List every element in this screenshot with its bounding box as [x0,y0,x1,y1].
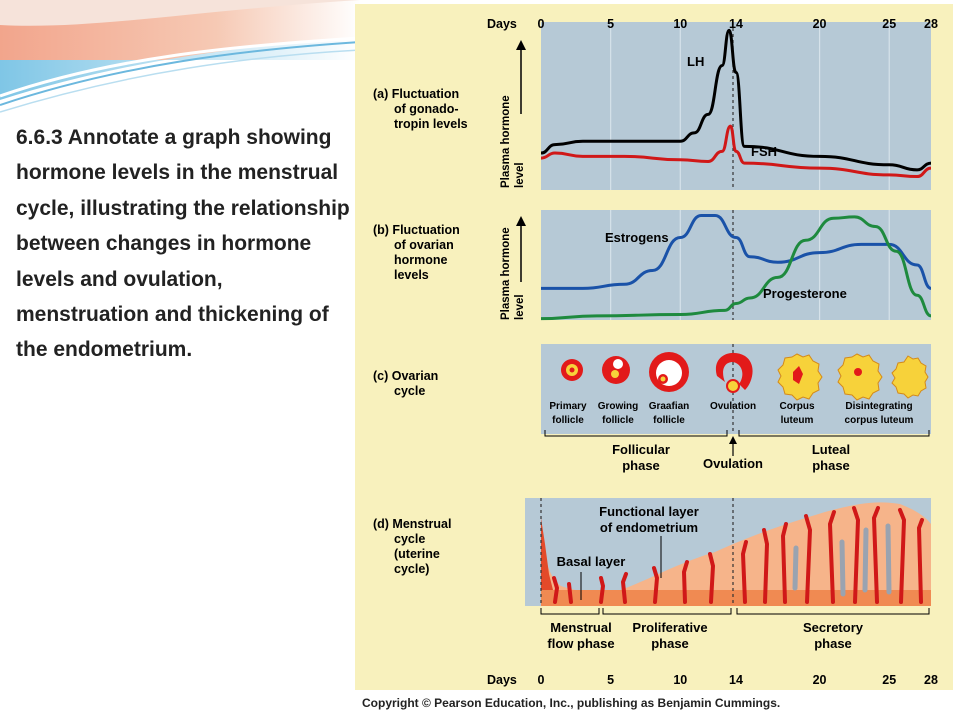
panel-c-title: (c) Ovarian cycle [373,369,439,398]
secretory-phase-label: Secretory phase [803,620,863,651]
day-tick-label: 28 [924,17,938,31]
panel-a-ylabel: Plasma hormone level [500,95,526,188]
panel-d-title: (d) Menstrual cycle (uterine cycle) [373,517,452,576]
slide-objective-text: 6.6.3 Annotate a graph showing hormone levels in the menstrual cycle, illustrating the relationship between changes in hormone levels and ovulation, menstruation and thickening of the endometrium. [16,126,350,362]
days-axis-bottom [487,673,938,687]
panel-b-plot [541,210,931,320]
stage-growing-follicle: Growing follicle [597,401,639,426]
menstrual-flow-phase-label: Menstrual flow phase [547,620,615,651]
follicular-phase-label: Follicular phase [612,442,670,473]
y-axis-arrows [516,40,526,282]
day-tick-label: 25 [882,673,897,687]
day-tick-label: 20 [812,17,827,31]
panel-b-ylabel: Plasma hormone level [500,227,526,320]
days-axis-label: Days [487,673,517,687]
stage-primary-follicle: Primary follicle [549,401,587,426]
progesterone-label: Progesterone [763,286,847,301]
menstrual-cycle-figure [355,4,953,690]
panel-c-ovarian-cycle [541,344,931,473]
day-tick-label: 14 [729,673,743,687]
day-tick-label: 0 [537,673,545,687]
panel-a-title: (a) Fluctuation of gonado-tropin levels [373,87,468,131]
stage-ovulation: Ovulation [709,401,757,412]
day-tick-label: 10 [673,17,688,31]
panel-a-plot [541,22,931,190]
lh-label: LH [687,54,705,69]
day-tick-label: 0 [537,17,545,31]
copyright-text: Copyright © Pearson Education, Inc., publishing as Benjamin Cummings. [362,696,781,710]
stage-disintegrating-corpus-luteum: Disintegrating corpus luteum [844,401,914,426]
luteal-phase-label: Luteal phase [811,442,851,473]
proliferative-phase-label: Proliferative phase [632,620,708,651]
decorative-swoosh [0,0,360,130]
day-tick-label: 10 [673,673,688,687]
ovulation-label: Ovulation [703,456,763,471]
day-tick-label: 20 [812,673,827,687]
stage-corpus-luteum: Corpus luteum [779,401,815,426]
primary-follicle-icon [561,359,583,381]
fsh-label: FSH [751,144,777,159]
day-tick-label: 25 [882,17,897,31]
days-axis-label: Days [487,17,517,31]
panel-d-uterine-cycle [525,498,931,651]
graafian-follicle-icon [649,352,689,392]
day-tick-label: 14 [729,17,743,31]
basal-layer-label: Basal layer [556,554,626,569]
functional-layer-label: Functional layer of endometrium [599,504,699,535]
panel-b-title: (b) Fluctuation of ovarian hormone levels [373,223,460,282]
growing-follicle-icon [602,356,630,384]
day-tick-label: 28 [924,673,938,687]
stage-graafian-follicle: Graafian follicle [648,401,690,426]
day-tick-label: 5 [607,673,615,687]
estrogens-label: Estrogens [605,230,669,245]
day-tick-label: 5 [607,17,615,31]
